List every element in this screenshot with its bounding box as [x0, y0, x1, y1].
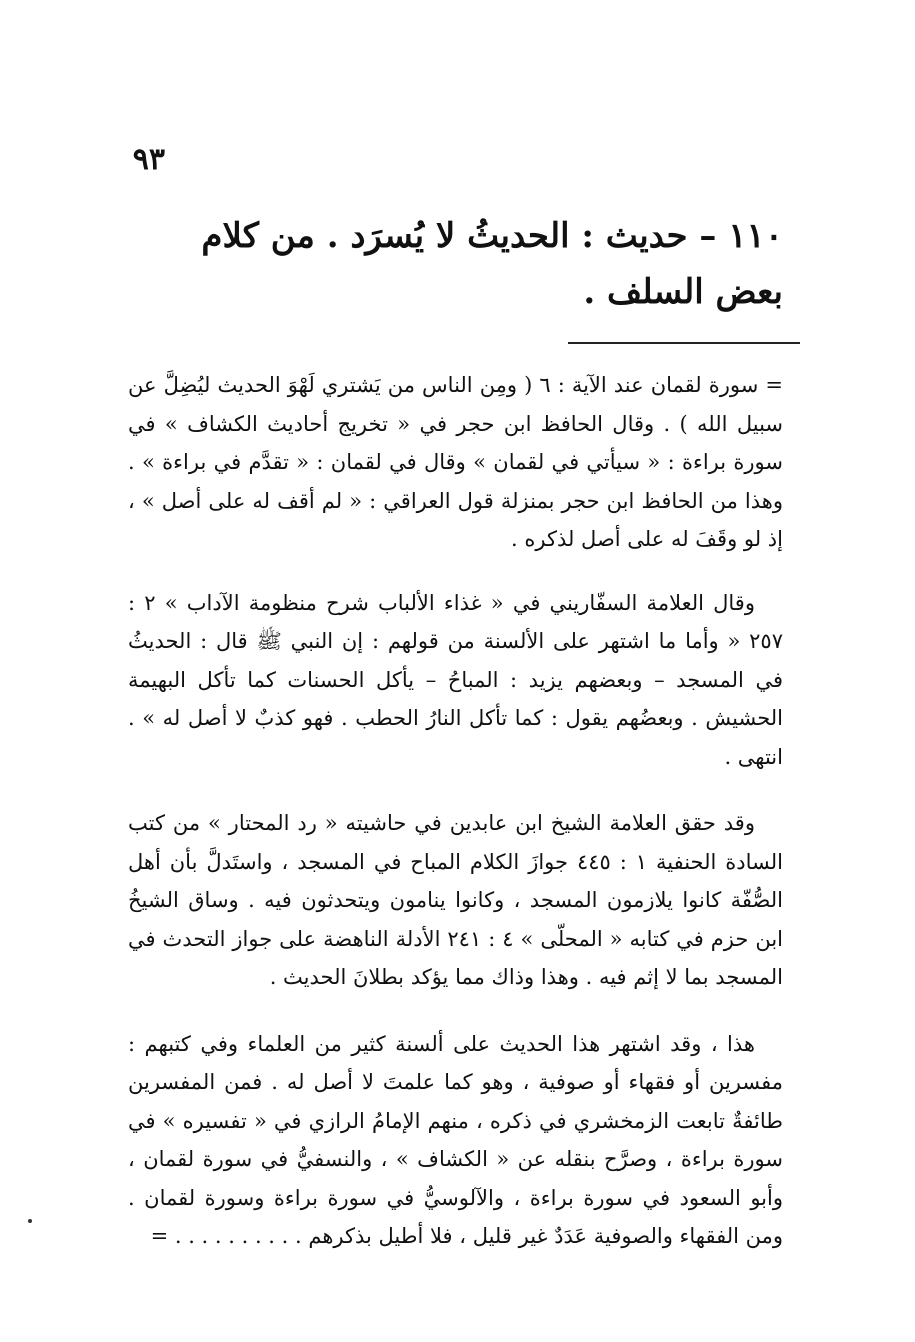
footnote-paragraph: هذا ، وقد اشتهر هذا الحديث على ألسنة كثير من العلماء وفي كتبهم : مفسرين أو فقهاء أو صوفية ، وهو كما علمتَ لا أصل له . فمن المفسرين طائفةٌ تابعت الزمخشري في ذكره ، منهم الإمامُ الرازي في « تفسيره » في سورة براءة ، وصرَّح بنقله عن « الكشاف » ، والنسفيُّ في سورة لقمان ، وأبو السعود في سورة براءة ، والآلوسيُّ في سورة براءة وسورة لقمان . ومن الفقهاء والصوفية عَدَدٌ غير قليل ، فلا أطيل بذكرهم . . . . . . . . . . =: [128, 1031, 783, 1248]
footnotes-section: [128, 366, 783, 1284]
footnote-divider: [568, 342, 800, 344]
footnote-paragraph: وقد حقق العلامة الشيخ ابن عابدين في حاشيته « رد المحتار » من كتب السادة الحنفية ١ : ٤٤٥ جوازَ الكلام المباح في المسجد ، واستَدلَّ بأن أهل الصُّفّة كانوا يلازمون المسجد ، وكانوا ينامون ويتحدثون فيه . وساق الشيخُ ابن حزم في كتابه « المحلّى » ٤ : ٢٤١ الأدلة الناهضة على جواز التحدث في المسجد بما لا إثم فيه . وهذا وذاك مما يؤكد بطلانَ الحديث .: [128, 811, 783, 989]
footnote-paragraph: وقال العلامة السفّاريني في « غذاء الألباب شرح منظومة الآداب » ٢ : ٢٥٧ « وأما ما اشتهر على الألسنة من قولهم : إن النبي ﷺ قال : الحديثُ في المسجد – وبعضهم يزيد : المباحُ – يأكل الحسنات كما تأكل البهيمة الحشيش . وبعضُهم يقول : كما تأكل النارُ الحطب . فهو كذبٌ لا أصل له » . انتهى .: [128, 590, 783, 769]
page-number: ٩٣: [132, 142, 165, 177]
hadith-heading: ١١٠ – حديث : الحديثُ لا يُسرَد . من كلام بعض السلف .: [201, 216, 783, 312]
footnote-paragraph: = سورة لقمان عند الآية : ٦ ( ومِن الناس من يَشتري لَهْوَ الحديث ليُضِلَّ عن سبيل الله ) . وقال الحافظ ابن حجر في « تخريج أحاديث الكشاف » في سورة براءة : « سيأتي في لقمان » وقال في لقمان : « تقدَّم في براءة » . وهذا من الحافظ ابن حجر بمنزلة قول العراقي : « لم أقف له على أصل » ، إذ لو وقَفَ له على أصل لذكره .: [128, 373, 783, 551]
margin-speck: [28, 1219, 32, 1223]
